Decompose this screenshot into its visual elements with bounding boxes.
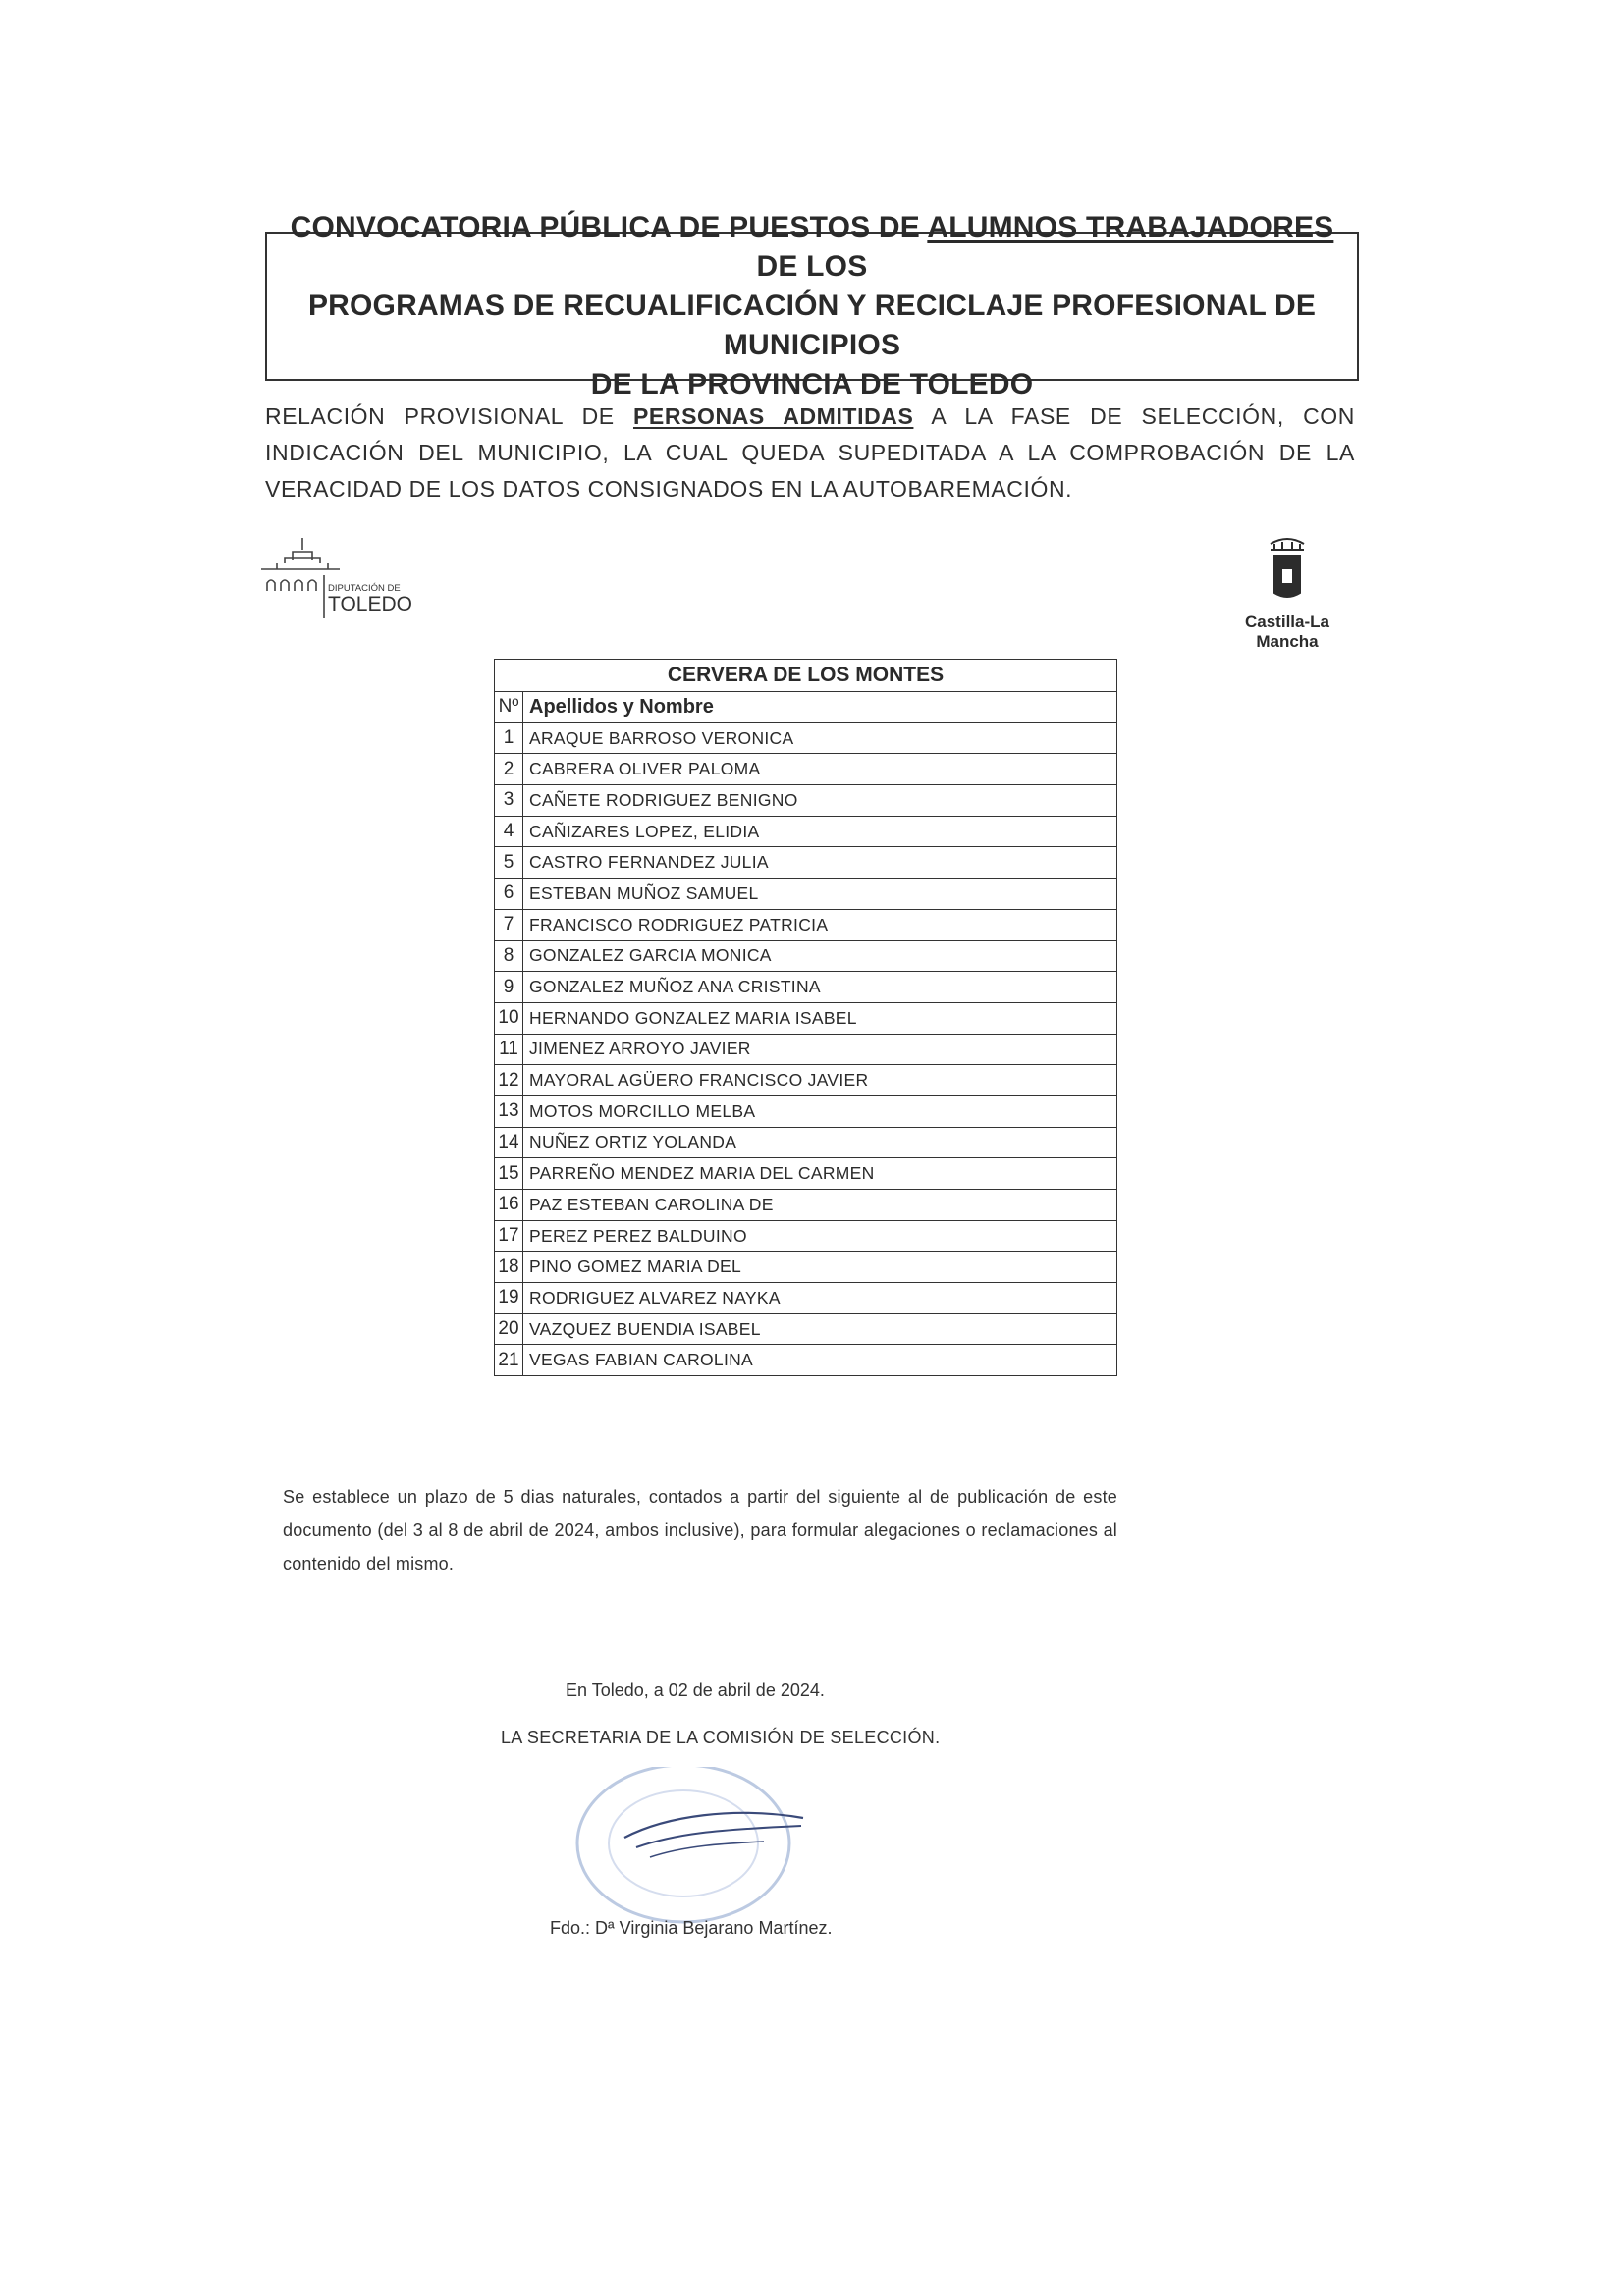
- toledo-logo-big-text: TOLEDO: [328, 593, 412, 615]
- row-name: NUÑEZ ORTIZ YOLANDA: [523, 1127, 1117, 1158]
- row-number: 18: [495, 1252, 523, 1283]
- table-row: [495, 1190, 1117, 1221]
- row-number: 7: [495, 909, 523, 940]
- title-box: [265, 211, 1359, 400]
- title-line-3: DE LA PROVINCIA DE TOLEDO: [590, 368, 1034, 400]
- diputacion-toledo-logo: [257, 536, 424, 618]
- row-number: 9: [495, 972, 523, 1003]
- row-number: 2: [495, 754, 523, 785]
- row-number: 14: [495, 1127, 523, 1158]
- table-row: [495, 909, 1117, 940]
- row-name: GONZALEZ GARCIA MONICA: [523, 940, 1117, 972]
- admitted-list-table: [494, 659, 1117, 1376]
- row-name: CAÑETE RODRIGUEZ BENIGNO: [523, 785, 1117, 817]
- row-name: VEGAS FABIAN CAROLINA: [523, 1345, 1117, 1376]
- row-name: ESTEBAN MUÑOZ SAMUEL: [523, 879, 1117, 910]
- row-name: HERNANDO GONZALEZ MARIA ISABEL: [523, 1002, 1117, 1034]
- row-number: 12: [495, 1065, 523, 1096]
- table-row: [495, 816, 1117, 847]
- table-row: [495, 785, 1117, 817]
- castle-crest-icon: [1214, 530, 1361, 613]
- clm-logo-text: Castilla-La Mancha: [1245, 613, 1329, 651]
- official-stamp-and-signature: [568, 1767, 813, 1934]
- table-row: [495, 1065, 1117, 1096]
- row-name: GONZALEZ MUÑOZ ANA CRISTINA: [523, 972, 1117, 1003]
- row-number: 16: [495, 1190, 523, 1221]
- title-underlined: ALUMNOS TRABAJADORES: [927, 211, 1334, 243]
- row-number: 8: [495, 940, 523, 972]
- row-name: CASTRO FERNANDEZ JULIA: [523, 847, 1117, 879]
- row-name: PAZ ESTEBAN CAROLINA DE: [523, 1190, 1117, 1221]
- notice-paragraph: Se establece un plazo de 5 dias naturales, contados a partir del siguiente al de publicación de este documento (del 3 al 8 de abril de 2024, ambos inclusive), para formular alegaciones o reclamaciones al contenido del mismo.: [283, 1487, 1117, 1574]
- row-number: 15: [495, 1158, 523, 1190]
- row-number: 11: [495, 1034, 523, 1065]
- row-name: CABRERA OLIVER PALOMA: [523, 754, 1117, 785]
- table-row: [495, 1345, 1117, 1376]
- row-number: 20: [495, 1313, 523, 1345]
- table-row: [495, 1002, 1117, 1034]
- row-number: 19: [495, 1283, 523, 1314]
- signer-role: LA SECRETARIA DE LA COMISIÓN DE SELECCIÓN.: [501, 1728, 941, 1747]
- table-row: [495, 1034, 1117, 1065]
- row-name: MAYORAL AGÜERO FRANCISCO JAVIER: [523, 1065, 1117, 1096]
- table-row: [495, 972, 1117, 1003]
- row-number: 4: [495, 816, 523, 847]
- table-row: [495, 1095, 1117, 1127]
- column-header-name: Apellidos y Nombre: [523, 692, 1117, 723]
- row-number: 10: [495, 1002, 523, 1034]
- row-name: JIMENEZ ARROYO JAVIER: [523, 1034, 1117, 1065]
- intro-paragraph: RELACIÓN PROVISIONAL DE PERSONAS ADMITIDAS A LA FASE DE SELECCIÓN, CON INDICACIÓN DEL MUNICIPIO, LA CUAL QUEDA SUPEDITADA A LA COMPROBACIÓN DE LA VERACIDAD DE LOS DATOS CONSIGNADOS EN LA AUTOBAREMACIÓN.: [265, 403, 1355, 502]
- title-line-2: PROGRAMAS DE RECUALIFICACIÓN Y RECICLAJE PROFESIONAL DE MUNICIPIOS: [307, 290, 1317, 361]
- row-number: 5: [495, 847, 523, 879]
- table-row: [495, 1313, 1117, 1345]
- castilla-la-mancha-logo: [1214, 530, 1361, 651]
- row-name: VAZQUEZ BUENDIA ISABEL: [523, 1313, 1117, 1345]
- row-number: 3: [495, 785, 523, 817]
- row-name: CAÑIZARES LOPEZ, ELIDIA: [523, 816, 1117, 847]
- row-name: PARREÑO MENDEZ MARIA DEL CARMEN: [523, 1158, 1117, 1190]
- row-name: MOTOS MORCILLO MELBA: [523, 1095, 1117, 1127]
- municipality-header: CERVERA DE LOS MONTES: [495, 660, 1117, 692]
- table-row: [495, 1283, 1117, 1314]
- table-row: [495, 940, 1117, 972]
- place-date: En Toledo, a 02 de abril de 2024.: [566, 1681, 825, 1700]
- row-name: ARAQUE BARROSO VERONICA: [523, 722, 1117, 754]
- title-line-1: CONVOCATORIA PÚBLICA DE PUESTOS DE ALUMNOS TRABAJADORES DE LOS: [290, 211, 1334, 283]
- signer-name: Fdo.: Dª Virginia Bejarano Martínez.: [550, 1918, 833, 1938]
- table-row: [495, 754, 1117, 785]
- table-row: [495, 1158, 1117, 1190]
- table-row: [495, 879, 1117, 910]
- row-name: FRANCISCO RODRIGUEZ PATRICIA: [523, 909, 1117, 940]
- toledo-logo-small-text: DIPUTACIÓN DE: [328, 583, 401, 594]
- column-header-number: Nº: [495, 692, 523, 723]
- table-row: [495, 1252, 1117, 1283]
- row-number: 21: [495, 1345, 523, 1376]
- row-number: 1: [495, 722, 523, 754]
- row-name: RODRIGUEZ ALVAREZ NAYKA: [523, 1283, 1117, 1314]
- table-row: [495, 1127, 1117, 1158]
- row-number: 13: [495, 1095, 523, 1127]
- row-name: PINO GOMEZ MARIA DEL: [523, 1252, 1117, 1283]
- intro-highlight: PERSONAS ADMITIDAS: [632, 403, 914, 429]
- row-name: PEREZ PEREZ BALDUINO: [523, 1220, 1117, 1252]
- row-number: 17: [495, 1220, 523, 1252]
- table-row: [495, 1220, 1117, 1252]
- row-number: 6: [495, 879, 523, 910]
- table-row: [495, 722, 1117, 754]
- table-row: [495, 847, 1117, 879]
